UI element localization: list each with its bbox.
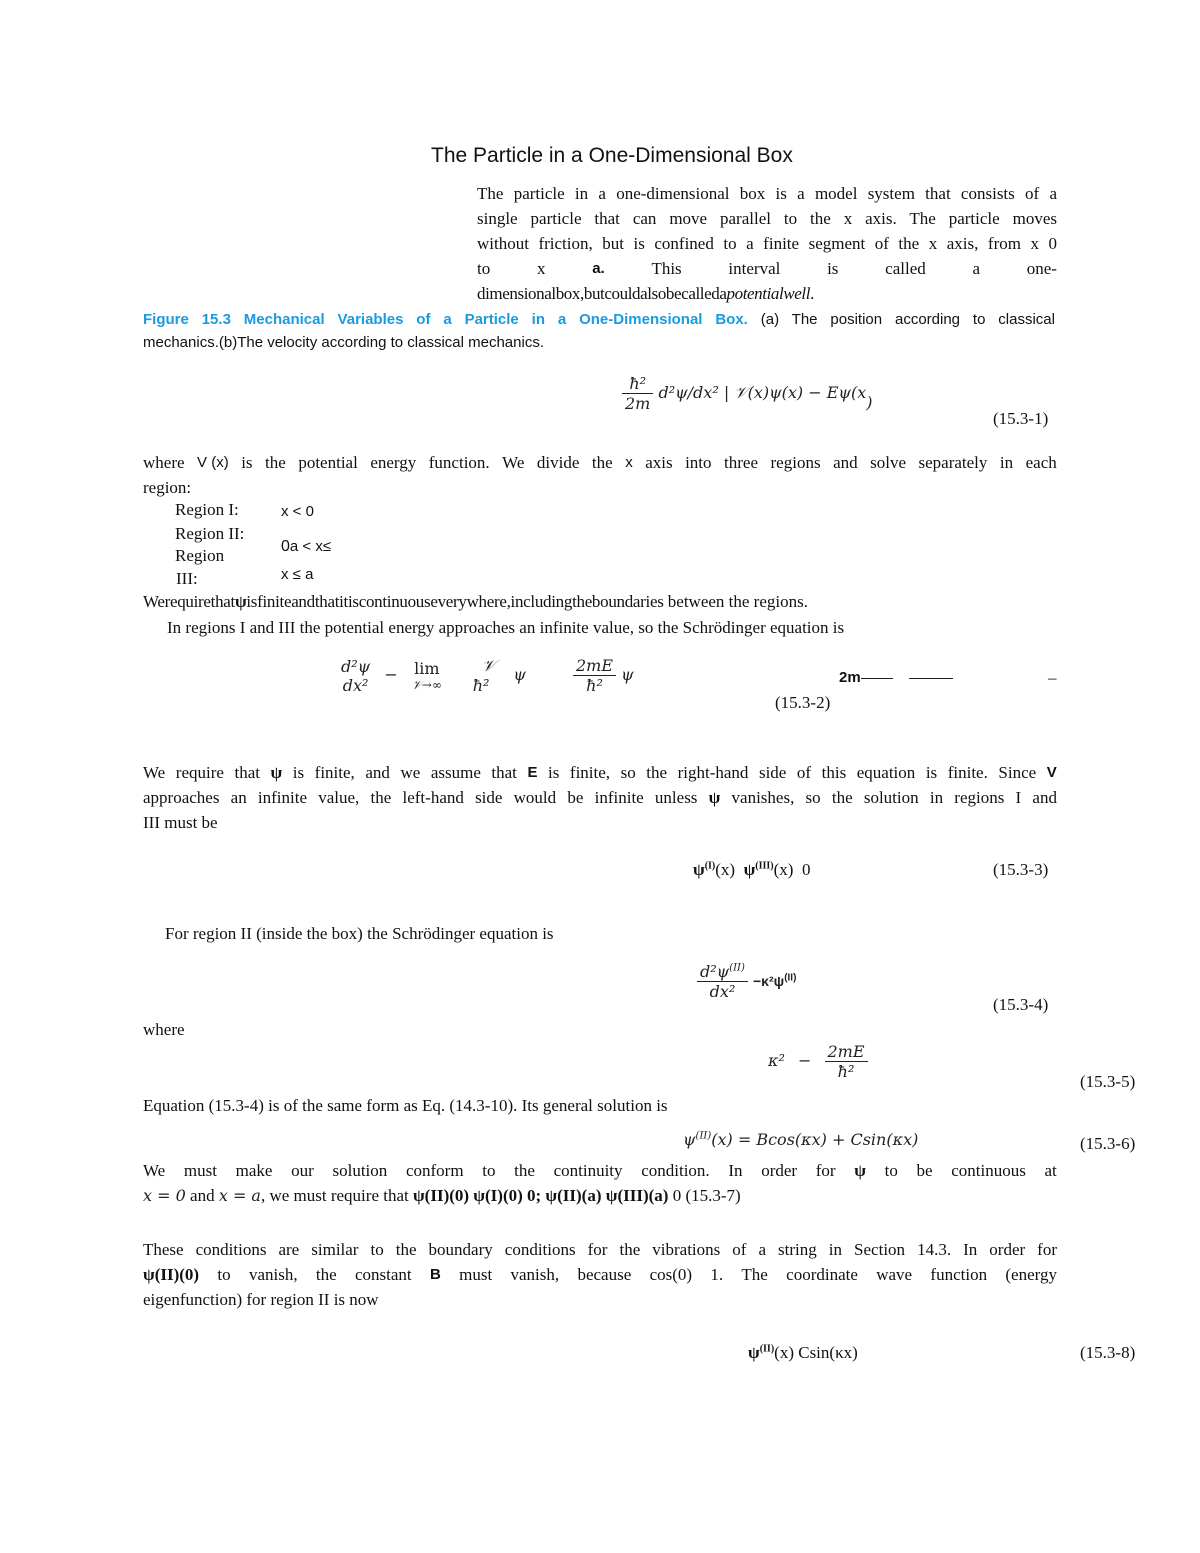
word: must [459, 1265, 493, 1284]
word: finite, [569, 763, 611, 782]
word: to [884, 1161, 898, 1180]
word: so [620, 763, 636, 782]
equation-15-3-5 [768, 1042, 868, 1081]
word: that [491, 763, 517, 782]
word: vanishes, [731, 788, 795, 807]
word: side [758, 763, 787, 782]
word: infinite [257, 788, 308, 807]
relation: − [798, 1051, 812, 1070]
general-solution-line: Equation (15.3-4) is of the same form as Eq. (14.3-10). Its general solution is [143, 1096, 668, 1115]
word: for [815, 1161, 836, 1180]
region-2-intro: For region II (inside the box) the Schrödinger equation is [165, 924, 554, 943]
word: order [761, 1161, 798, 1180]
word: continuity [553, 1161, 623, 1180]
intro-text: . [810, 284, 814, 303]
word: be [916, 1161, 933, 1180]
word: function. [428, 453, 490, 472]
word: that [234, 763, 260, 782]
equation-15-3-4 [697, 962, 796, 1001]
text-line: These conditions are similar to the boundary conditions for the vibrations of a string in Section 14.3. In order for [143, 1240, 1057, 1259]
word: I [1015, 788, 1022, 807]
word: is [241, 453, 253, 472]
word: unless [654, 788, 698, 807]
math-inline: x = a [218, 1186, 261, 1205]
rhs [753, 973, 796, 989]
word: is [827, 259, 839, 278]
intro-line [477, 256, 1057, 281]
word: and [365, 763, 390, 782]
word: x [536, 259, 546, 278]
word: is [548, 763, 560, 782]
equation-number: (15.3-2) [775, 693, 831, 712]
limit [409, 659, 445, 693]
caption-text: (a) The position according to classical [747, 311, 1055, 328]
equation-number: (15.3-4) [993, 995, 1049, 1014]
caption-text: mechanics.(b)The velocity according to classical mechanics. [143, 334, 544, 351]
word: ψ(II)(0) [143, 1265, 200, 1284]
word: We [502, 453, 525, 472]
equation-15-3-6 [683, 1130, 918, 1149]
figure-caption [143, 308, 1055, 354]
word: vanish, [510, 1265, 560, 1284]
word: solution [863, 788, 919, 807]
math-inline: x = 0 [143, 1186, 186, 1205]
equation-number: (15.3-6) [1080, 1134, 1136, 1153]
equation-number: (15.3-3) [993, 860, 1049, 879]
equation-number: (15.3-5) [1080, 1072, 1136, 1091]
numerator: 2mE [573, 656, 616, 676]
lim: lim [414, 658, 440, 678]
psi: ψ [683, 1130, 696, 1149]
region-1-label: Region I: [175, 500, 239, 519]
lim-subscript: 𝒱→∞ [411, 677, 442, 692]
word: and [1032, 788, 1057, 807]
word: the [646, 763, 668, 782]
finite-paragraph [143, 760, 1057, 835]
figure-label: Figure 15.3 Mechanical Variables of a Particle in a One-Dimensional Box. [143, 311, 748, 328]
word: we [400, 763, 421, 782]
psi: ψ [743, 860, 756, 879]
text-line: III must be [143, 813, 218, 832]
text: 2m [839, 669, 861, 686]
regions-paragraph [143, 450, 1057, 500]
text-line [143, 450, 1057, 475]
argument: (x) [715, 860, 736, 879]
word: equation [856, 763, 916, 782]
region-3-label: Region [175, 546, 225, 565]
page-title: The Particle in a One-Dimensional Box [431, 144, 793, 167]
text-line [143, 785, 1057, 810]
word: is [925, 763, 938, 782]
word: in [929, 788, 944, 807]
numerator: d²ψ [341, 656, 371, 676]
word: must [183, 1161, 217, 1180]
intro-paragraph [477, 181, 1057, 306]
fraction [464, 656, 498, 695]
word: would [513, 788, 557, 807]
text: 0 (15.3-7) [668, 1186, 741, 1205]
psi-symbol: ψ [234, 592, 247, 611]
intro-line [477, 281, 1057, 306]
word: and [833, 453, 858, 472]
word: continuous [951, 1161, 1026, 1180]
word: This [651, 259, 682, 278]
text-line [143, 760, 1057, 785]
word: 1. [710, 1265, 724, 1284]
word: value, [318, 788, 360, 807]
equation-15-3-8 [748, 1343, 858, 1363]
word: wave [876, 1265, 913, 1284]
word: is [292, 763, 305, 782]
intro-line: without friction, but is confined to a finite segment of the x axis, from x 0 [477, 234, 1057, 253]
word: function [930, 1265, 988, 1284]
word: coordinate [786, 1265, 858, 1284]
equation-body: (x) Csin(κx) [774, 1343, 858, 1362]
superscript: (I) [704, 860, 716, 872]
word: left-hand [402, 788, 464, 807]
word: constant [354, 1265, 412, 1284]
word: divide [536, 453, 580, 472]
denominator: ħ² [837, 1062, 855, 1081]
word: axis [645, 453, 673, 472]
numerator [697, 962, 748, 982]
region-2-label: Region II: [175, 524, 245, 543]
numerator: ħ² [622, 374, 653, 394]
fraction [573, 656, 616, 695]
dash: – [1048, 668, 1057, 687]
equation-15-3-3 [693, 860, 810, 880]
word: assume [430, 763, 481, 782]
psi: ψ [748, 1343, 760, 1362]
word: separately [918, 453, 988, 472]
require-line [143, 592, 808, 612]
word: V (x) [197, 454, 229, 471]
word: regions [770, 453, 821, 472]
word: be [567, 788, 584, 807]
text: isfiniteandthatitiscontinuouseverywhere,includingtheboundaries [246, 592, 664, 611]
word: this [821, 763, 847, 782]
condition: ψ(II)(0) ψ(I)(0) 0; ψ(II)(a) ψ(III)(a) [412, 1186, 669, 1205]
equation-15-3-2 [338, 656, 634, 695]
blank-line [861, 678, 893, 679]
rhs-text: −κ²ψ [753, 973, 785, 989]
word: x [625, 454, 633, 471]
word: one- [1026, 259, 1057, 278]
intro-line: The particle in a one-dimensional box is a model system that consists of a [477, 184, 1057, 203]
text-line [143, 1158, 1057, 1183]
text: Werequirethat [143, 592, 235, 611]
equation-body: (x) = Bcos(κx) + Csin(κx) [711, 1130, 919, 1149]
word: We [143, 1161, 166, 1180]
intro-text: dimensionalbox,butcouldalsobecalleda [477, 284, 727, 303]
text-line [143, 1183, 1057, 1208]
word: solve [870, 453, 906, 472]
denominator: ħ² [586, 676, 603, 695]
word: B [429, 1266, 441, 1283]
numerator: 2mE [825, 1042, 868, 1062]
equation-tail: ) [866, 393, 873, 412]
word: energy [370, 453, 417, 472]
superscript: (II) [729, 962, 745, 974]
word: an [230, 788, 247, 807]
psi: ψ [513, 665, 526, 684]
superscript: (II) [695, 1130, 712, 1142]
minus-sign: − [384, 665, 398, 684]
word: to [482, 1161, 496, 1180]
word: at [1044, 1161, 1057, 1180]
denominator: ħ² [472, 676, 490, 695]
emphasis: potentialwell [726, 284, 811, 303]
word: the [265, 453, 286, 472]
fraction [697, 962, 748, 1001]
word: interval [728, 259, 781, 278]
blank-line [909, 678, 953, 679]
word: ψ [270, 763, 283, 782]
psi: ψ [693, 860, 705, 879]
word: the [370, 788, 392, 807]
region-3-label-cont: III: [176, 569, 198, 588]
text: between the regions. [663, 592, 808, 611]
region-3-condition: x ≤ a [281, 566, 314, 583]
word: the [831, 788, 853, 807]
word: infinite [594, 788, 644, 807]
word: of [796, 763, 812, 782]
word: side [475, 788, 503, 807]
word: called [885, 259, 926, 278]
equation-15-3-2-right [839, 669, 953, 686]
numerator-text: d²ψ [700, 962, 730, 981]
word: E [527, 764, 538, 781]
numerator: 𝒱 [481, 656, 496, 675]
word: where [143, 453, 185, 472]
equation-number: (15.3-1) [993, 409, 1049, 428]
regions-1-3-line: In regions I and III the potential energy approaches an infinite value, so the Schrödinger equation is [167, 618, 845, 637]
word: our [291, 1161, 314, 1180]
word: Since [998, 763, 1037, 782]
intro-line: single particle that can move parallel to the x axis. The particle moves [477, 209, 1057, 228]
region-2-condition [281, 538, 331, 556]
superscript: (II) [759, 1343, 775, 1355]
condition-part: a < x≤ [289, 538, 332, 555]
denominator: dx² [342, 675, 369, 695]
word: a [972, 259, 981, 278]
boundary-paragraph [143, 1237, 1057, 1312]
denominator: dx² [709, 982, 736, 1001]
equation-15-3-1 [622, 374, 873, 413]
psi: ψ [621, 665, 634, 684]
word: finite, [314, 763, 355, 782]
word: the [591, 453, 613, 472]
word: the [315, 1265, 337, 1284]
text-line: region: [143, 478, 192, 497]
word: (energy [1005, 1265, 1057, 1284]
word: so [805, 788, 821, 807]
text: and [185, 1186, 219, 1205]
superscript: (III) [755, 860, 774, 872]
word: The [741, 1265, 768, 1284]
word: three [724, 453, 759, 472]
text-line [143, 1262, 1057, 1287]
region-1-condition: x < 0 [281, 503, 314, 520]
word: make [235, 1161, 273, 1180]
word: to [477, 259, 491, 278]
word: require [175, 763, 224, 782]
word: finite. [947, 763, 988, 782]
denominator: 2m [625, 394, 651, 413]
word: each [1025, 453, 1057, 472]
word: potential [298, 453, 358, 472]
superscript: (II) [784, 972, 797, 984]
text-line: eigenfunction) for region II is now [143, 1290, 379, 1309]
argument: (x) [773, 860, 794, 879]
condition-part: 0 [281, 538, 290, 555]
word: in [999, 453, 1014, 472]
kappa-squared: κ² [768, 1051, 785, 1070]
word: vanish, [248, 1265, 298, 1284]
word: cos(0) [649, 1265, 693, 1284]
where-label: where [143, 1020, 185, 1039]
word: right-hand [677, 763, 749, 782]
word: a. [592, 260, 605, 277]
equation-body: d²ψ/dx² | 𝒱(x)ψ(x) − Eψ(x [658, 383, 867, 402]
fraction [825, 1042, 868, 1081]
word: ψ [854, 1161, 866, 1180]
word: We [143, 763, 166, 782]
equation-number: (15.3-8) [1080, 1343, 1136, 1362]
zero: 0 [801, 860, 811, 879]
word: the [514, 1161, 535, 1180]
word: conform [405, 1161, 464, 1180]
word: condition. [641, 1161, 710, 1180]
word: because [577, 1265, 632, 1284]
word: V [1046, 764, 1057, 781]
word: solution [332, 1161, 388, 1180]
fraction [338, 657, 373, 695]
word: into [685, 453, 712, 472]
word: In [728, 1161, 743, 1180]
fraction [622, 374, 653, 413]
word: regions [954, 788, 1005, 807]
word: approaches [143, 788, 220, 807]
continuity-paragraph [143, 1158, 1057, 1208]
text: , we must require that [260, 1186, 413, 1205]
word: to [217, 1265, 231, 1284]
word: ψ [708, 788, 721, 807]
